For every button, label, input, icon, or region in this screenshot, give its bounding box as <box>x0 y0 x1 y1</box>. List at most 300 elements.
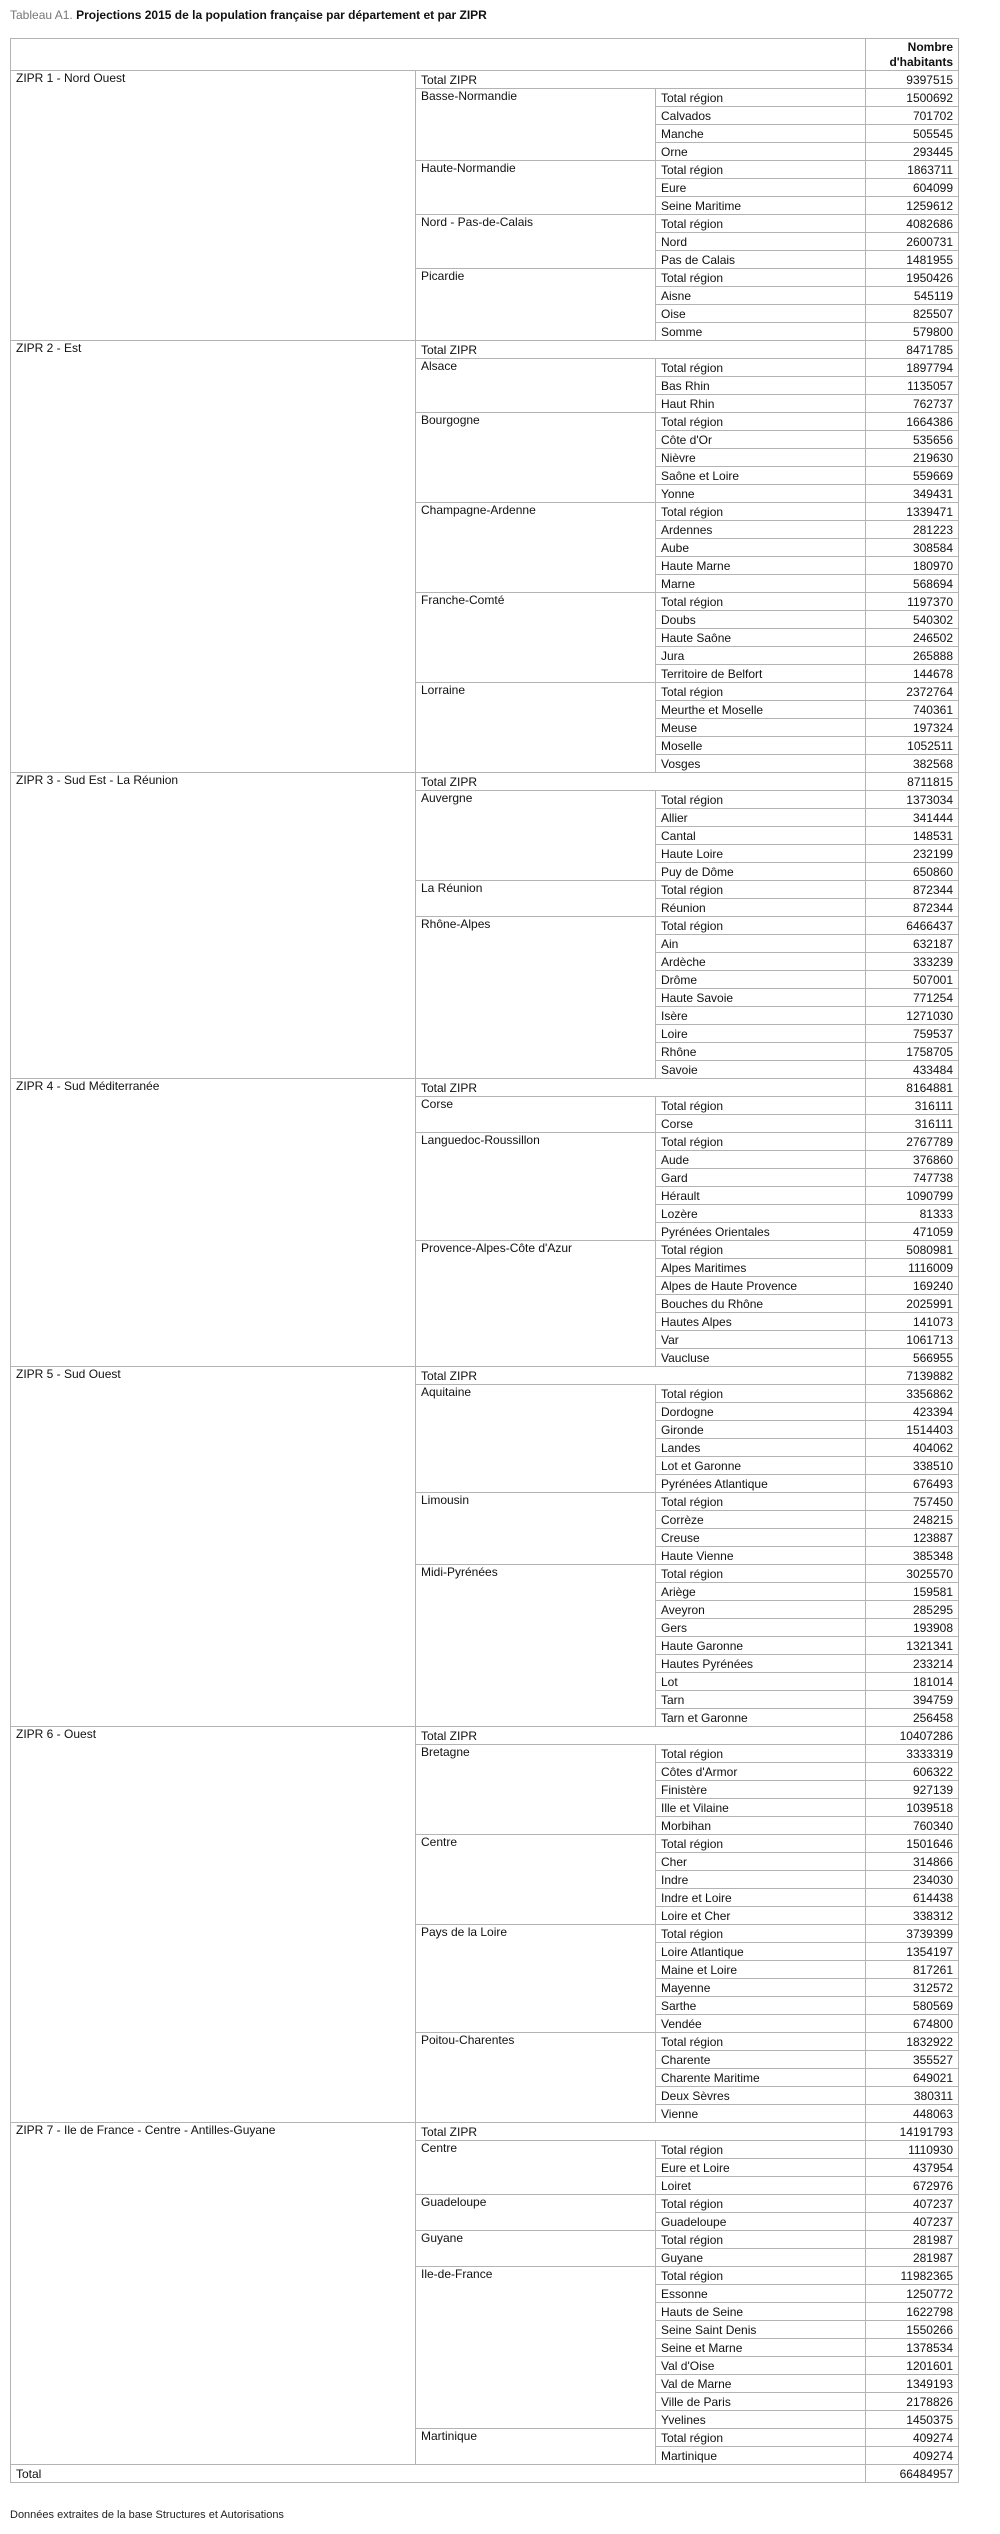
region-total-label: Total région <box>656 1925 866 1943</box>
source-note: Données extraites de la base Structures et Autorisations <box>10 2509 284 2521</box>
department-name: Loire Atlantique <box>656 1943 866 1961</box>
region-name: Aquitaine <box>416 1385 656 1493</box>
population-value: 180970 <box>866 557 959 575</box>
population-value: 423394 <box>866 1403 959 1421</box>
department-name: Essonne <box>656 2285 866 2303</box>
department-name: Puy de Dôme <box>656 863 866 881</box>
population-value: 316111 <box>866 1097 959 1115</box>
region-total-label: Total région <box>656 683 866 701</box>
population-value: 632187 <box>866 935 959 953</box>
department-name: Somme <box>656 323 866 341</box>
population-value: 404062 <box>866 1439 959 1457</box>
population-value: 1450375 <box>866 2411 959 2429</box>
population-value: 1664386 <box>866 413 959 431</box>
department-name: Doubs <box>656 611 866 629</box>
region-name: Lorraine <box>416 683 656 773</box>
zone-total-label: Total ZIPR <box>416 2123 866 2141</box>
region-name: Midi-Pyrénées <box>416 1565 656 1727</box>
region-total-label: Total région <box>656 89 866 107</box>
population-value: 1061713 <box>866 1331 959 1349</box>
population-value: 293445 <box>866 143 959 161</box>
region-total-label: Total région <box>656 1835 866 1853</box>
population-value: 81333 <box>866 1205 959 1223</box>
zone-total-label: Total ZIPR <box>416 1727 866 1745</box>
region-total-label: Total région <box>656 1565 866 1583</box>
population-value: 1622798 <box>866 2303 959 2321</box>
department-name: Ain <box>656 935 866 953</box>
department-name: Loire et Cher <box>656 1907 866 1925</box>
population-value: 1250772 <box>866 2285 959 2303</box>
population-value: 448063 <box>866 2105 959 2123</box>
department-name: Savoie <box>656 1061 866 1079</box>
population-value: 674800 <box>866 2015 959 2033</box>
department-name: Haute Marne <box>656 557 866 575</box>
department-name: Yvelines <box>656 2411 866 2429</box>
zone-name: ZIPR 1 - Nord Ouest <box>11 71 416 341</box>
department-name: Allier <box>656 809 866 827</box>
population-value: 672976 <box>866 2177 959 2195</box>
department-name: Eure <box>656 179 866 197</box>
region-name: Centre <box>416 2141 656 2195</box>
header-row <box>11 39 959 71</box>
department-name: Rhône <box>656 1043 866 1061</box>
population-value: 1321341 <box>866 1637 959 1655</box>
department-name: Cantal <box>656 827 866 845</box>
population-value: 433484 <box>866 1061 959 1079</box>
caption-label: Tableau A1. <box>10 8 73 22</box>
region-total-label: Total région <box>656 593 866 611</box>
department-name: Vaucluse <box>656 1349 866 1367</box>
population-value: 265888 <box>866 647 959 665</box>
population-value: 382568 <box>866 755 959 773</box>
region-total-label: Total région <box>656 2231 866 2249</box>
zone-total-row <box>11 1367 959 1385</box>
population-value: 123887 <box>866 1529 959 1547</box>
department-name: Indre et Loire <box>656 1889 866 1907</box>
population-value: 1514403 <box>866 1421 959 1439</box>
department-name: Corse <box>656 1115 866 1133</box>
region-name: Picardie <box>416 269 656 341</box>
population-value: 505545 <box>866 125 959 143</box>
department-name: Vosges <box>656 755 866 773</box>
population-value: 385348 <box>866 1547 959 1565</box>
population-value: 407237 <box>866 2213 959 2231</box>
population-value: 246502 <box>866 629 959 647</box>
table-body <box>11 71 959 2483</box>
population-value: 471059 <box>866 1223 959 1241</box>
region-name: Franche-Comté <box>416 593 656 683</box>
population-value: 312572 <box>866 1979 959 1997</box>
zone-total-value: 7139882 <box>866 1367 959 1385</box>
department-name: Alpes Maritimes <box>656 1259 866 1277</box>
region-total-label: Total région <box>656 2141 866 2159</box>
population-value: 341444 <box>866 809 959 827</box>
population-value: 308584 <box>866 539 959 557</box>
department-name: Nord <box>656 233 866 251</box>
region-name: Ile-de-France <box>416 2267 656 2429</box>
department-name: Pas de Calais <box>656 251 866 269</box>
department-name: Aube <box>656 539 866 557</box>
region-total-label: Total région <box>656 2195 866 2213</box>
population-value: 3333319 <box>866 1745 959 1763</box>
population-value: 1271030 <box>866 1007 959 1025</box>
population-value: 181014 <box>866 1673 959 1691</box>
department-name: Bas Rhin <box>656 377 866 395</box>
population-value: 649021 <box>866 2069 959 2087</box>
department-name: Haute Saône <box>656 629 866 647</box>
department-name: Alpes de Haute Provence <box>656 1277 866 1295</box>
department-name: Aisne <box>656 287 866 305</box>
population-value: 771254 <box>866 989 959 1007</box>
population-value: 3025570 <box>866 1565 959 1583</box>
region-total-label: Total région <box>656 881 866 899</box>
population-value: 2767789 <box>866 1133 959 1151</box>
department-name: Sarthe <box>656 1997 866 2015</box>
department-name: Yonne <box>656 485 866 503</box>
department-name: Maine et Loire <box>656 1961 866 1979</box>
population-table <box>10 38 959 2483</box>
department-name: Aude <box>656 1151 866 1169</box>
population-value: 148531 <box>866 827 959 845</box>
population-value: 1373034 <box>866 791 959 809</box>
department-name: Ville de Paris <box>656 2393 866 2411</box>
grand-total-label: Total <box>11 2465 866 2483</box>
population-value: 545119 <box>866 287 959 305</box>
population-value: 333239 <box>866 953 959 971</box>
header-line-1: Nombre <box>907 40 953 54</box>
region-name: Rhône-Alpes <box>416 917 656 1079</box>
region-name: Champagne-Ardenne <box>416 503 656 593</box>
region-total-label: Total région <box>656 1097 866 1115</box>
population-value: 1116009 <box>866 1259 959 1277</box>
zone-total-label: Total ZIPR <box>416 71 866 89</box>
zone-total-row <box>11 2123 959 2141</box>
region-name: Haute-Normandie <box>416 161 656 215</box>
population-value: 6466437 <box>866 917 959 935</box>
department-name: Ardennes <box>656 521 866 539</box>
population-value: 1197370 <box>866 593 959 611</box>
population-value: 872344 <box>866 881 959 899</box>
population-value: 1090799 <box>866 1187 959 1205</box>
zone-name: ZIPR 6 - Ouest <box>11 1727 416 2123</box>
region-total-label: Total région <box>656 2429 866 2447</box>
region-name: Alsace <box>416 359 656 413</box>
department-name: Dordogne <box>656 1403 866 1421</box>
department-name: Pyrénées Orientales <box>656 1223 866 1241</box>
population-value: 579800 <box>866 323 959 341</box>
region-name: Martinique <box>416 2429 656 2465</box>
department-name: Hauts de Seine <box>656 2303 866 2321</box>
population-value: 1501646 <box>866 1835 959 1853</box>
population-value: 566955 <box>866 1349 959 1367</box>
population-value: 144678 <box>866 665 959 683</box>
zone-name: ZIPR 2 - Est <box>11 341 416 773</box>
department-name: Gironde <box>656 1421 866 1439</box>
department-name: Haute Vienne <box>656 1547 866 1565</box>
population-value: 314866 <box>866 1853 959 1871</box>
population-value: 2600731 <box>866 233 959 251</box>
header-habitants <box>866 39 959 71</box>
department-name: Oise <box>656 305 866 323</box>
population-value: 407237 <box>866 2195 959 2213</box>
population-value: 535656 <box>866 431 959 449</box>
department-name: Creuse <box>656 1529 866 1547</box>
department-name: Haut Rhin <box>656 395 866 413</box>
population-value: 580569 <box>866 1997 959 2015</box>
department-name: Indre <box>656 1871 866 1889</box>
region-total-label: Total région <box>656 161 866 179</box>
population-value: 281987 <box>866 2231 959 2249</box>
region-total-label: Total région <box>656 413 866 431</box>
zone-total-row <box>11 341 959 359</box>
department-name: Cher <box>656 1853 866 1871</box>
region-total-label: Total région <box>656 359 866 377</box>
department-name: Manche <box>656 125 866 143</box>
population-value: 1897794 <box>866 359 959 377</box>
population-value: 740361 <box>866 701 959 719</box>
population-value: 1863711 <box>866 161 959 179</box>
region-name: La Réunion <box>416 881 656 917</box>
department-name: Ardèche <box>656 953 866 971</box>
department-name: Martinique <box>656 2447 866 2465</box>
region-total-label: Total région <box>656 503 866 521</box>
department-name: Ille et Vilaine <box>656 1799 866 1817</box>
department-name: Isère <box>656 1007 866 1025</box>
region-name: Guyane <box>416 2231 656 2267</box>
population-value: 3356862 <box>866 1385 959 1403</box>
grand-total-value: 66484957 <box>866 2465 959 2483</box>
region-name: Corse <box>416 1097 656 1133</box>
population-value: 338510 <box>866 1457 959 1475</box>
zone-name: ZIPR 5 - Sud Ouest <box>11 1367 416 1727</box>
region-total-label: Total région <box>656 2033 866 2051</box>
population-value: 376860 <box>866 1151 959 1169</box>
population-value: 316111 <box>866 1115 959 1133</box>
zone-total-value: 8471785 <box>866 341 959 359</box>
department-name: Tarn et Garonne <box>656 1709 866 1727</box>
header-blank-cell <box>11 39 866 71</box>
department-name: Côte d'Or <box>656 431 866 449</box>
department-name: Mayenne <box>656 1979 866 1997</box>
department-name: Vendée <box>656 2015 866 2033</box>
department-name: Orne <box>656 143 866 161</box>
zone-total-row <box>11 773 959 791</box>
population-value: 437954 <box>866 2159 959 2177</box>
population-value: 760340 <box>866 1817 959 1835</box>
department-name: Var <box>656 1331 866 1349</box>
department-name: Eure et Loire <box>656 2159 866 2177</box>
department-name: Hautes Pyrénées <box>656 1655 866 1673</box>
population-value: 394759 <box>866 1691 959 1709</box>
population-value: 281987 <box>866 2249 959 2267</box>
region-name: Languedoc-Roussillon <box>416 1133 656 1241</box>
zone-total-value: 14191793 <box>866 2123 959 2141</box>
population-value: 1950426 <box>866 269 959 287</box>
department-name: Hérault <box>656 1187 866 1205</box>
population-value: 676493 <box>866 1475 959 1493</box>
population-value: 197324 <box>866 719 959 737</box>
department-name: Réunion <box>656 899 866 917</box>
population-value: 1039518 <box>866 1799 959 1817</box>
department-name: Drôme <box>656 971 866 989</box>
region-total-label: Total région <box>656 1745 866 1763</box>
department-name: Landes <box>656 1439 866 1457</box>
population-value: 747738 <box>866 1169 959 1187</box>
population-value: 1832922 <box>866 2033 959 2051</box>
population-value: 232199 <box>866 845 959 863</box>
region-name: Auvergne <box>416 791 656 881</box>
caption-title: Projections 2015 de la population française par département et par ZIPR <box>76 8 487 22</box>
population-value: 559669 <box>866 467 959 485</box>
department-name: Bouches du Rhône <box>656 1295 866 1313</box>
population-value: 2178826 <box>866 2393 959 2411</box>
department-name: Val d'Oise <box>656 2357 866 2375</box>
department-name: Gers <box>656 1619 866 1637</box>
population-value: 1110930 <box>866 2141 959 2159</box>
population-value: 281223 <box>866 521 959 539</box>
population-value: 1135057 <box>866 377 959 395</box>
grand-total-row <box>11 2465 959 2483</box>
population-value: 1052511 <box>866 737 959 755</box>
population-value: 1259612 <box>866 197 959 215</box>
population-value: 1481955 <box>866 251 959 269</box>
population-value: 11982365 <box>866 2267 959 2285</box>
region-total-label: Total région <box>656 2267 866 2285</box>
region-name: Limousin <box>416 1493 656 1565</box>
department-name: Seine et Marne <box>656 2339 866 2357</box>
department-name: Guadeloupe <box>656 2213 866 2231</box>
population-value: 5080981 <box>866 1241 959 1259</box>
region-name: Poitou-Charentes <box>416 2033 656 2123</box>
zone-name: ZIPR 4 - Sud Méditerranée <box>11 1079 416 1367</box>
population-value: 349431 <box>866 485 959 503</box>
department-name: Deux Sèvres <box>656 2087 866 2105</box>
department-name: Territoire de Belfort <box>656 665 866 683</box>
zone-total-row <box>11 1727 959 1745</box>
population-value: 380311 <box>866 2087 959 2105</box>
population-value: 1354197 <box>866 1943 959 1961</box>
population-value: 4082686 <box>866 215 959 233</box>
population-value: 219630 <box>866 449 959 467</box>
department-name: Pyrénées Atlantique <box>656 1475 866 1493</box>
region-total-label: Total région <box>656 269 866 287</box>
population-value: 762737 <box>866 395 959 413</box>
department-name: Guyane <box>656 2249 866 2267</box>
population-value: 234030 <box>866 1871 959 1889</box>
population-value: 1500692 <box>866 89 959 107</box>
department-name: Jura <box>656 647 866 665</box>
population-value: 650860 <box>866 863 959 881</box>
population-value: 872344 <box>866 899 959 917</box>
department-name: Haute Garonne <box>656 1637 866 1655</box>
region-total-label: Total région <box>656 1385 866 1403</box>
department-name: Val de Marne <box>656 2375 866 2393</box>
department-name: Ariège <box>656 1583 866 1601</box>
region-name: Pays de la Loire <box>416 1925 656 2033</box>
zone-total-label: Total ZIPR <box>416 1079 866 1097</box>
population-value: 568694 <box>866 575 959 593</box>
zone-total-value: 8711815 <box>866 773 959 791</box>
population-value: 355527 <box>866 2051 959 2069</box>
region-total-label: Total région <box>656 215 866 233</box>
population-value: 540302 <box>866 611 959 629</box>
department-name: Haute Loire <box>656 845 866 863</box>
population-value: 248215 <box>866 1511 959 1529</box>
region-name: Guadeloupe <box>416 2195 656 2231</box>
region-name: Bretagne <box>416 1745 656 1835</box>
department-name: Tarn <box>656 1691 866 1709</box>
population-value: 507001 <box>866 971 959 989</box>
department-name: Morbihan <box>656 1817 866 1835</box>
population-value: 2025991 <box>866 1295 959 1313</box>
region-name: Bourgogne <box>416 413 656 503</box>
population-value: 338312 <box>866 1907 959 1925</box>
population-value: 1349193 <box>866 2375 959 2393</box>
department-name: Charente <box>656 2051 866 2069</box>
zone-total-row <box>11 1079 959 1097</box>
department-name: Gard <box>656 1169 866 1187</box>
population-value: 141073 <box>866 1313 959 1331</box>
population-value: 825507 <box>866 305 959 323</box>
population-value: 285295 <box>866 1601 959 1619</box>
department-name: Côtes d'Armor <box>656 1763 866 1781</box>
population-value: 701702 <box>866 107 959 125</box>
population-value: 409274 <box>866 2447 959 2465</box>
region-name: Basse-Normandie <box>416 89 656 161</box>
region-total-label: Total région <box>656 917 866 935</box>
population-value: 256458 <box>866 1709 959 1727</box>
department-name: Charente Maritime <box>656 2069 866 2087</box>
department-name: Haute Savoie <box>656 989 866 1007</box>
department-name: Hautes Alpes <box>656 1313 866 1331</box>
population-value: 1201601 <box>866 2357 959 2375</box>
region-total-label: Total région <box>656 1493 866 1511</box>
zone-name: ZIPR 3 - Sud Est - La Réunion <box>11 773 416 1079</box>
population-value: 604099 <box>866 179 959 197</box>
population-value: 1378534 <box>866 2339 959 2357</box>
zone-total-value: 8164881 <box>866 1079 959 1097</box>
department-name: Lot <box>656 1673 866 1691</box>
population-value: 1339471 <box>866 503 959 521</box>
population-value: 1550266 <box>866 2321 959 2339</box>
population-value: 159581 <box>866 1583 959 1601</box>
department-name: Corrèze <box>656 1511 866 1529</box>
population-value: 3739399 <box>866 1925 959 1943</box>
region-name: Centre <box>416 1835 656 1925</box>
population-value: 169240 <box>866 1277 959 1295</box>
department-name: Meurthe et Moselle <box>656 701 866 719</box>
population-value: 1758705 <box>866 1043 959 1061</box>
header-line-2: d'habitants <box>889 55 953 69</box>
zone-total-label: Total ZIPR <box>416 773 866 791</box>
department-name: Nièvre <box>656 449 866 467</box>
department-name: Seine Maritime <box>656 197 866 215</box>
zone-total-value: 9397515 <box>866 71 959 89</box>
department-name: Saône et Loire <box>656 467 866 485</box>
population-value: 233214 <box>866 1655 959 1673</box>
region-total-label: Total région <box>656 1241 866 1259</box>
population-value: 193908 <box>866 1619 959 1637</box>
department-name: Moselle <box>656 737 866 755</box>
region-total-label: Total région <box>656 1133 866 1151</box>
population-value: 817261 <box>866 1961 959 1979</box>
zone-total-row <box>11 71 959 89</box>
population-value: 927139 <box>866 1781 959 1799</box>
zone-name: ZIPR 7 - Ile de France - Centre - Antilles-Guyane <box>11 2123 416 2465</box>
region-name: Provence-Alpes-Côte d'Azur <box>416 1241 656 1367</box>
population-value: 614438 <box>866 1889 959 1907</box>
department-name: Vienne <box>656 2105 866 2123</box>
